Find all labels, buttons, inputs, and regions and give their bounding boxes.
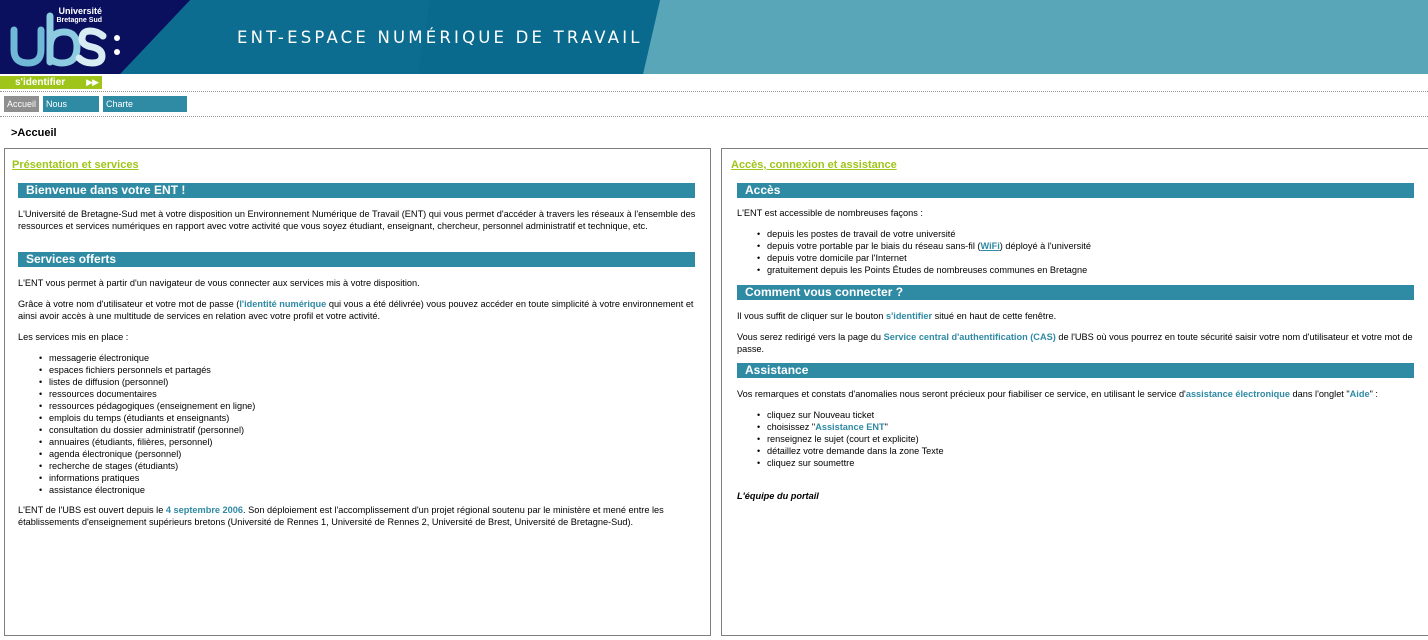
list-item: • depuis les postes de travail de votre université bbox=[767, 228, 1407, 240]
list-item: • détaillez votre demande dans la zone Texte bbox=[767, 445, 1407, 457]
banner-title: ENT-ESPACE NUMÉRIQUE DE TRAVAIL bbox=[237, 28, 643, 47]
list-item: • gratuitement depuis les Points Études de nombreuses communes en Bretagne bbox=[767, 264, 1407, 276]
assistance-link[interactable]: assistance électronique bbox=[1185, 389, 1290, 399]
assistance-steps bbox=[767, 409, 1407, 469]
tab-accueil[interactable]: Accueil bbox=[4, 96, 39, 112]
assistance-ent-link[interactable]: Assistance ENT bbox=[815, 422, 885, 432]
banner-background bbox=[0, 0, 1428, 74]
identity-text: Grâce à votre nom d'utilisateur et votre mot de passe (l'identité numérique qui vous a été délivrée) vous pouvez accéder en toute simplicité à votre environnement et ainsi avoir accès à une multitude de services en relation avec votre profil et votre activité. bbox=[18, 299, 694, 321]
services-list bbox=[49, 352, 689, 496]
double-arrow-icon: ▶▶ bbox=[86, 77, 98, 87]
section-heading-connect: Comment vous connecter ? bbox=[737, 285, 1414, 300]
list-item: • informations pratiques bbox=[49, 472, 689, 484]
services-list-intro: Les services mis en place : bbox=[18, 332, 129, 342]
opening-date: 4 septembre 2006 bbox=[165, 505, 243, 515]
signature: L'équipe du portail bbox=[737, 491, 819, 501]
list-item: • espaces fichiers personnels et partagés bbox=[49, 364, 689, 376]
ent-opening-text: L'ENT de l'UBS est ouvert depuis le 4 septembre 2006. Son déploiement est l'accomplissement d'un projet régional soutenu par le ministère et mené entre les établissements d'enseignement supérieurs bretons (Université de Rennes 1, Université de Rennes 2, Université de Brest, Université de Bretagne-Sud). bbox=[18, 505, 664, 527]
header-banner bbox=[0, 0, 1428, 74]
list-item: • assistance électronique bbox=[49, 484, 689, 496]
section-heading-assistance: Assistance bbox=[737, 363, 1414, 378]
list-item: • annuaires (étudiants, filières, personnel) bbox=[49, 436, 689, 448]
identity-link[interactable]: l'identité numérique bbox=[239, 299, 327, 309]
wifi-link[interactable]: WiFi bbox=[980, 241, 1000, 251]
login-button-label: s'identifier bbox=[15, 77, 66, 88]
services-intro: L'ENT vous permet à partir d'un navigateur de vous connecter aux services mis à votre disposition. bbox=[18, 278, 420, 288]
panel-title[interactable]: Présentation et services bbox=[12, 159, 139, 171]
assistance-text: Vos remarques et constats d'anomalies nous seront précieux pour fiabiliser ce service, en utilisant le service d'assistance électronique dans l'onglet "Aide" : bbox=[737, 389, 1378, 399]
breadcrumb: >Accueil bbox=[11, 127, 57, 139]
section-heading-services: Services offerts bbox=[18, 252, 695, 267]
access-list bbox=[767, 228, 1407, 276]
aide-tab-link[interactable]: Aide bbox=[1349, 389, 1370, 399]
section-heading-welcome: Bienvenue dans votre ENT ! bbox=[18, 183, 695, 198]
list-item: • renseignez le sujet (court et explicite) bbox=[767, 433, 1407, 445]
cas-text: Vous serez redirigé vers la page du Service central d'authentification (CAS) de l'UBS où vous pourrez en toute sécurité saisir votre nom d'utilisateur et votre mot de passe. bbox=[737, 332, 1413, 354]
tab-nous-trouver[interactable]: Nous trouver bbox=[43, 96, 99, 112]
panel-presentation bbox=[4, 148, 711, 636]
connect-text: Il vous suffit de cliquer sur le bouton s'identifier situé en haut de cette fenêtre. bbox=[737, 311, 1057, 321]
list-item: • cliquez sur soumettre bbox=[767, 457, 1407, 469]
list-item: • listes de diffusion (personnel) bbox=[49, 376, 689, 388]
university-logo-text bbox=[52, 7, 102, 25]
access-intro: L'ENT est accessible de nombreuses façons : bbox=[737, 208, 923, 218]
cas-link[interactable]: Service central d'authentification (CAS) bbox=[883, 332, 1056, 342]
logo-line1: Université bbox=[58, 6, 102, 16]
logo-line2: Bretagne Sud bbox=[56, 17, 102, 24]
list-item: • choisissez "Assistance ENT" bbox=[767, 421, 1407, 433]
section-heading-acces: Accès bbox=[737, 183, 1414, 198]
panel-acces bbox=[721, 148, 1428, 636]
divider bbox=[0, 116, 1428, 117]
login-link[interactable]: s'identifier bbox=[885, 311, 933, 321]
list-item: • messagerie électronique bbox=[49, 352, 689, 364]
list-item: • cliquez sur Nouveau ticket bbox=[767, 409, 1407, 421]
list-item: • recherche de stages (étudiants) bbox=[49, 460, 689, 472]
panel-title[interactable]: Accès, connexion et assistance bbox=[731, 159, 897, 171]
welcome-text: L'Université de Bretagne-Sud met à votre disposition un Environnement Numérique de Travail (ENT) qui vous permet d'accéder à travers les réseaux à l'ensemble des ressources et services numériques en rapport avec votre activité que vous soyez étudiant, enseignant, chercheur, personnel administratif et technique, etc. bbox=[18, 209, 696, 231]
tab-charte-informatique[interactable]: Charte informatique bbox=[103, 96, 187, 112]
login-button[interactable] bbox=[0, 76, 102, 89]
divider bbox=[0, 91, 1428, 92]
list-item: • ressources documentaires bbox=[49, 388, 689, 400]
list-item: • depuis votre portable par le biais du réseau sans-fil (WiFi) déployé à l'université bbox=[767, 240, 1407, 252]
list-item: • agenda électronique (personnel) bbox=[49, 448, 689, 460]
list-item: • emplois du temps (étudiants et enseignants) bbox=[49, 412, 689, 424]
list-item: • ressources pédagogiques (enseignement en ligne) bbox=[49, 400, 689, 412]
list-item: • depuis votre domicile par l'Internet bbox=[767, 252, 1407, 264]
list-item: • consultation du dossier administratif (personnel) bbox=[49, 424, 689, 436]
